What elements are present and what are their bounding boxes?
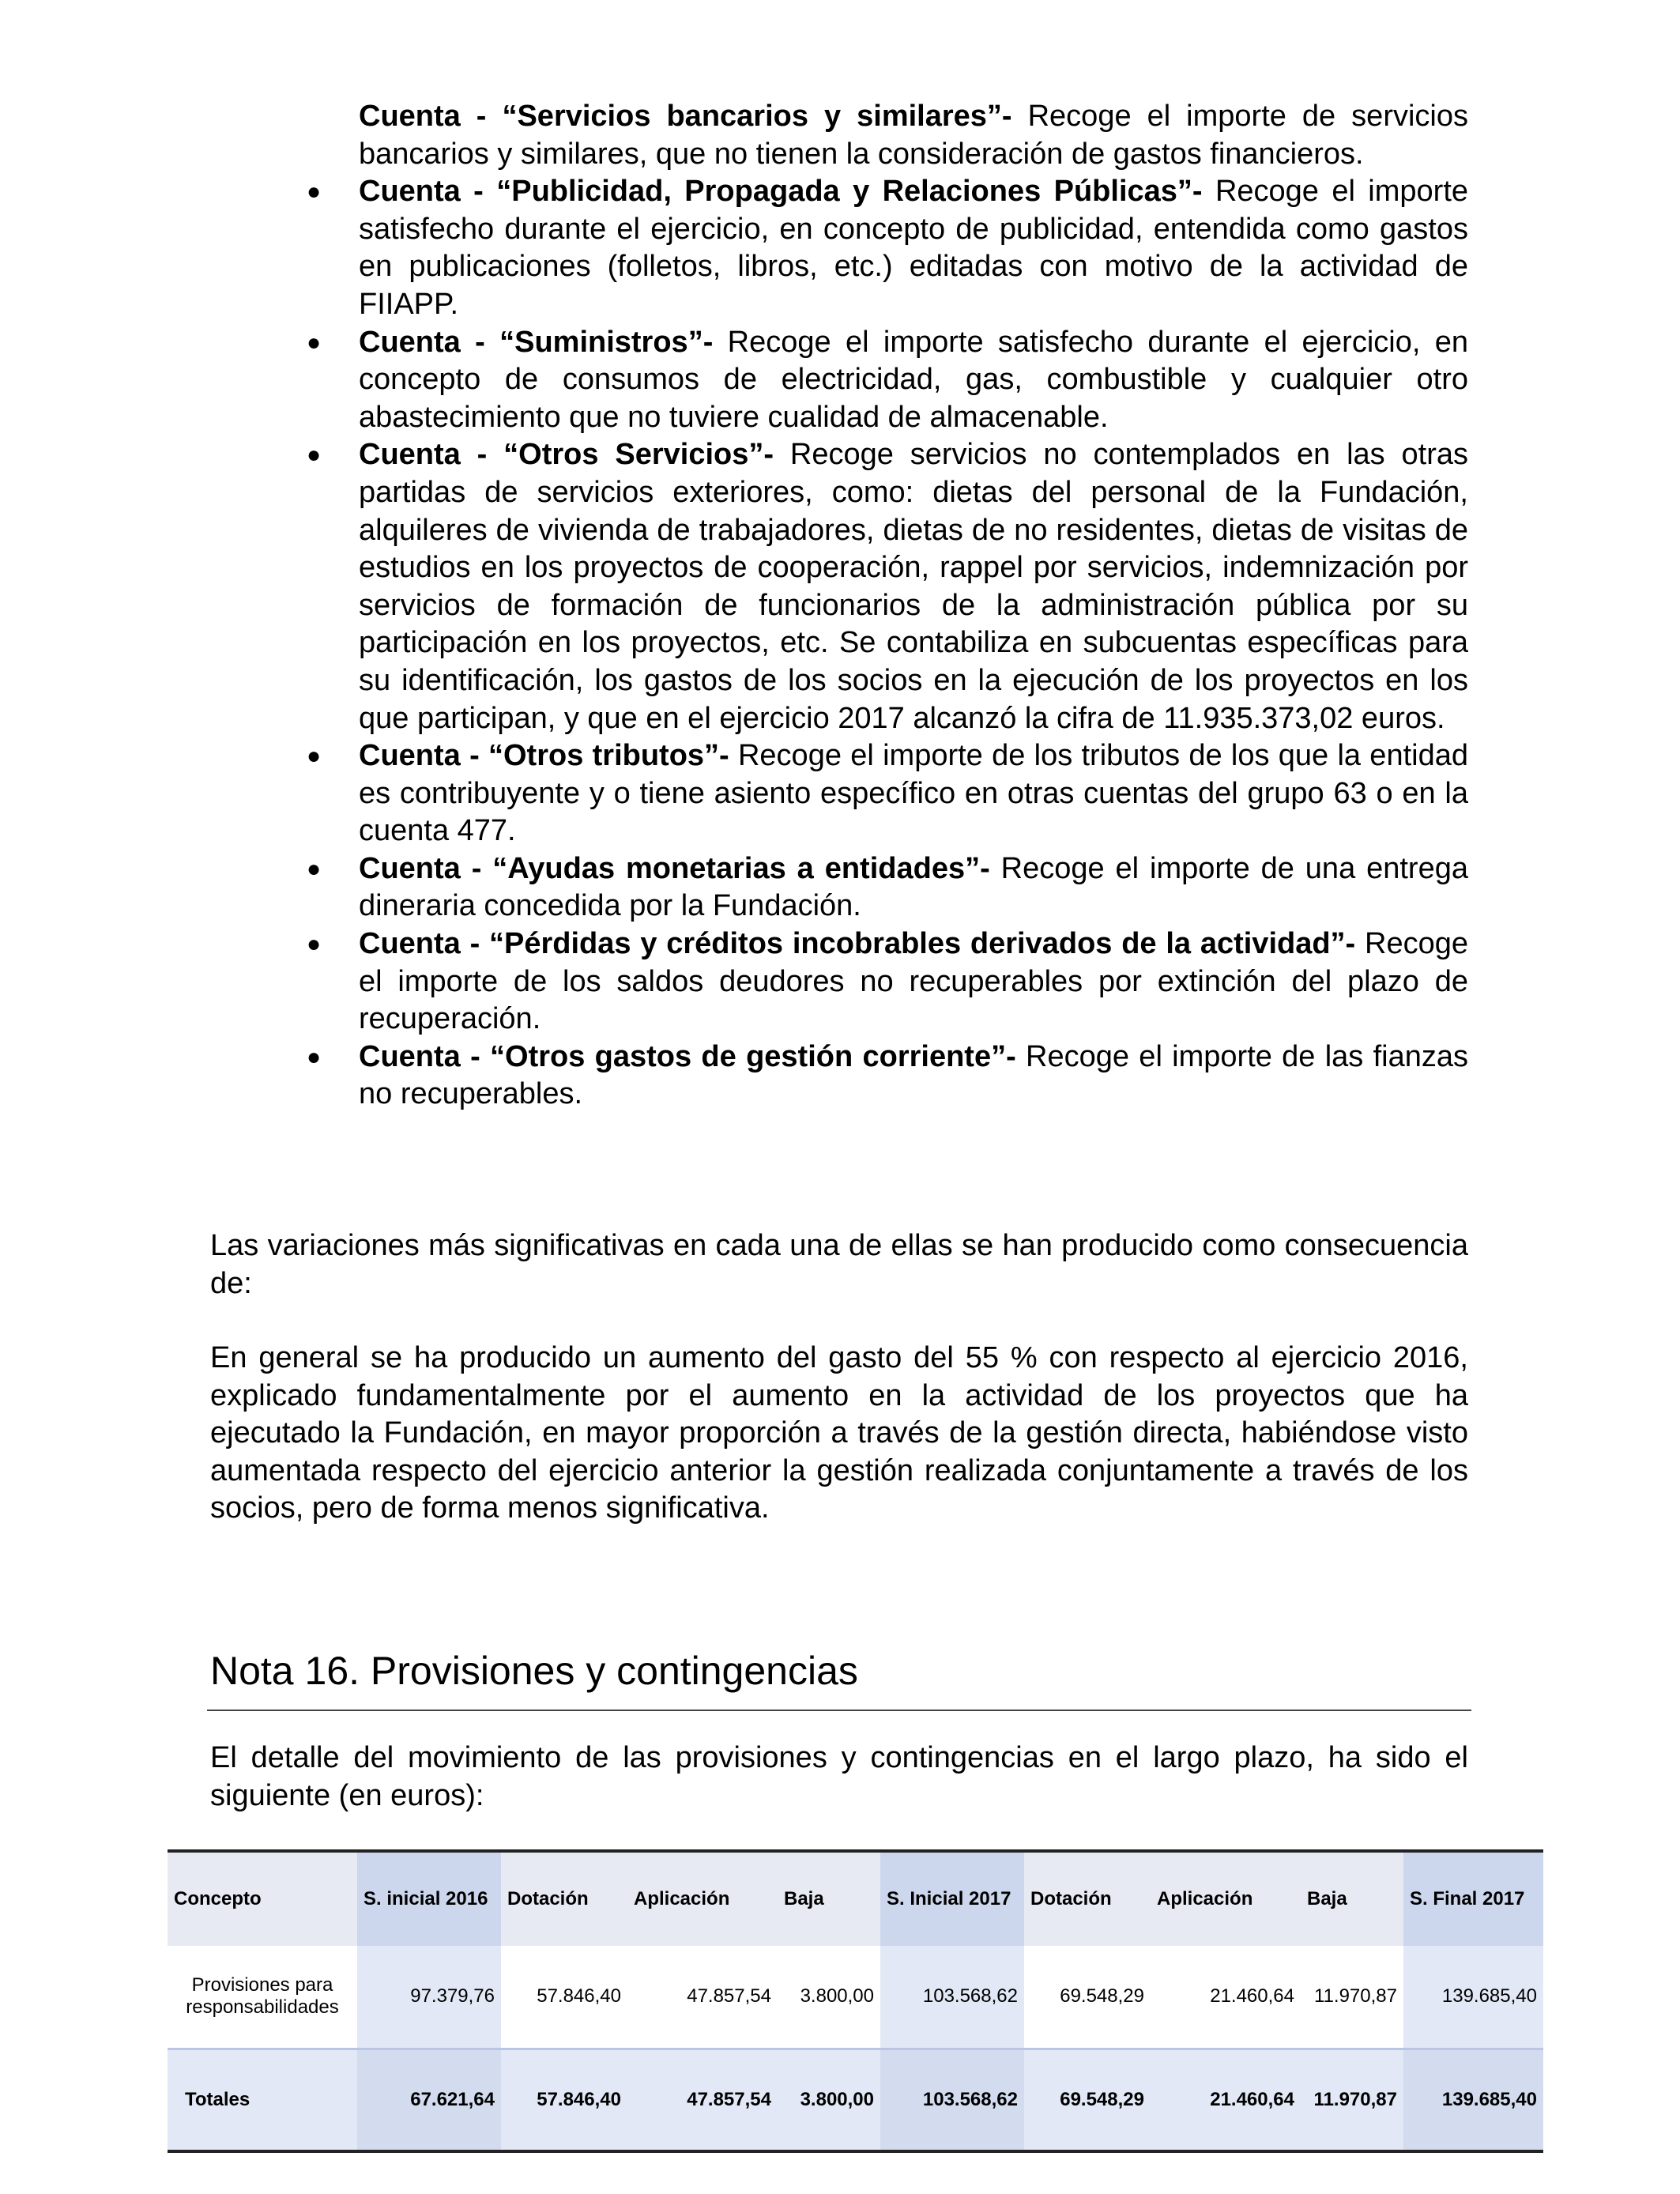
account-bullet-list <box>307 98 1469 1114</box>
table-cell: 21.460,64 <box>1210 1985 1294 2007</box>
bullet-icon: ● <box>307 743 322 770</box>
totals-row <box>168 2049 1543 2151</box>
bullet-item <box>307 850 1468 925</box>
totals-cell: 103.568,62 <box>880 2049 1024 2151</box>
section-intro: El detalle del movimiento de las provisiones y contingencias en el largo plazo, ha sido el siguiente (en euros): <box>210 1741 1468 1812</box>
bullet-text: Recoge el importe satisfecho durante el ejercicio, en concepto de consumos de electricidad, gas, combustible y cualquier otro abastecimiento que no tuviere cualidad de almacenable. <box>359 325 1469 434</box>
table-cell: 3.800,00 <box>800 1985 874 2007</box>
totals-cell: 11.970,87 <box>1301 2049 1403 2151</box>
totals-cell: 139.685,40 <box>1403 2049 1543 2151</box>
heading-rule <box>207 1710 1471 1711</box>
bullet-text: Recoge el importe de los saldos deudores no recuperables por extinción del plazo de recuperación. <box>359 927 1468 1036</box>
general-paragraph: En general se ha producido un aumento del gasto del 55 % con respecto al ejercicio 2016, explicado fundamentalmente por el aumento en la actividad de los proyectos que ha ejecutado la Fundación, en mayor proporción a través de la gestión directa, habiéndose visto aumentada respecto del ejercicio anterior la gestión realizada conjuntamente a través de los socios, pero de forma menos significativa. <box>210 1341 1468 1525</box>
bullet-text: Recoge el importe de una entrega dineraria concedida por la Fundación. <box>359 851 1468 923</box>
table-row <box>168 1946 1543 2049</box>
totals-cell: 47.857,54 <box>627 2049 778 2151</box>
bullet-item <box>307 1039 1469 1114</box>
section-heading: Nota 16. Provisiones y contingencias <box>210 1649 858 1693</box>
table-cell: 139.685,40 <box>1403 1946 1543 2049</box>
col-header-aplicacion: Aplicación <box>1151 1851 1301 1946</box>
bullet-icon: ● <box>307 442 322 469</box>
table-cell: 103.568,62 <box>880 1946 1024 2049</box>
bullet-icon: ● <box>307 931 322 958</box>
table-cell: 57.846,40 <box>537 1985 621 2007</box>
totals-cell: 67.621,64 <box>357 2049 501 2151</box>
bullet-title: Cuenta - “Otros gastos de gestión corriente”- <box>359 1039 1016 1073</box>
bullet-title: Cuenta - “Pérdidas y créditos incobrables derivados de la actividad”- <box>359 927 1356 961</box>
col-header-aplicacion: Aplicación <box>627 1851 778 1946</box>
bullet-icon: ● <box>307 1043 322 1070</box>
bullet-title: Cuenta - “Otros tributos”- <box>359 739 729 773</box>
variaciones-paragraph: Las variaciones más significativas en cada una de ellas se han producido como consecuencia de: <box>210 1229 1468 1300</box>
bullet-title: Cuenta - “Ayudas monetarias a entidades”- <box>359 851 990 885</box>
bullet-icon: ● <box>307 855 322 882</box>
totals-cell: 69.548,29 <box>1024 2049 1151 2151</box>
bullet-title: Cuenta - “Otros Servicios”- <box>359 438 774 472</box>
bullet-text: Recoge el importe satisfecho durante el ejercicio, en concepto de publicidad, entendida como gastos en publicaciones (folletos, libros, etc.) editadas con motivo de la actividad de FIIAPP. <box>359 175 1469 321</box>
bullet-icon: ● <box>307 179 322 205</box>
bullet-item <box>307 436 1468 737</box>
totals-cell: 21.460,64 <box>1151 2049 1301 2151</box>
col-header-s-inicial-2017: S. Inicial 2017 <box>880 1851 1024 1946</box>
col-header-s-final-2017: S. Final 2017 <box>1403 1851 1543 1946</box>
bullet-text: Recoge el importe de servicios bancarios y similares, que no tienen la consideración de gastos financieros. <box>359 100 1468 171</box>
totals-label: Totales <box>168 2049 357 2151</box>
bullet-text: Recoge el importe de los tributos de los que la entidad es contribuyente y o tiene asiento específico en otras cuentas del grupo 63 o en la cuenta 477. <box>359 739 1468 848</box>
table-cell: 47.857,54 <box>687 1985 771 2007</box>
bullet-title: Cuenta - “Servicios bancarios y similares”- <box>359 100 1012 133</box>
bullet-item <box>307 173 1469 323</box>
bullet-title: Cuenta - “Suministros”- <box>359 325 714 359</box>
provisions-table <box>168 1849 1543 2153</box>
col-header-baja: Baja <box>1301 1851 1403 1946</box>
col-header-dotacion: Dotación <box>1024 1851 1151 1946</box>
table-cell: 97.379,76 <box>357 1946 501 2049</box>
totals-cell: 57.846,40 <box>501 2049 627 2151</box>
totals-cell: 3.800,00 <box>778 2049 880 2151</box>
bullet-item <box>307 925 1468 1039</box>
bullet-icon: ● <box>307 329 322 356</box>
table-cell: 11.970,87 <box>1314 1985 1397 2007</box>
bullet-text: Recoge servicios no contemplados en las otras partidas de servicios exteriores, como: dietas del personal de la Fundación, alquileres de vivienda de trabajadores, dietas de no residentes, dietas de visitas de estudios en los proyectos de cooperación, rappel por servicios, indemnización por servicios de formación de funcionarios de la administración pública por su participación en los proyectos, etc. Se contabiliza en subcuentas específicas para su identificación, los gastos de los socios en la ejecución de los proyectos en los que participan, y que en el ejercicio 2017 alcanzó la cifra de 11.935.373,02 euros. <box>359 438 1468 735</box>
col-header-baja: Baja <box>778 1851 880 1946</box>
col-header-s-inicial-2016: S. inicial 2016 <box>357 1851 501 1946</box>
table-header-row <box>168 1851 1543 1946</box>
row-concept: Provisiones para responsabilidades <box>186 1974 339 2019</box>
bullet-title: Cuenta - “Publicidad, Propagada y Relaciones Públicas”- <box>359 175 1203 209</box>
bullet-item <box>359 98 1468 173</box>
col-header-concepto: Concepto <box>168 1851 357 1946</box>
col-header-dotacion: Dotación <box>501 1851 627 1946</box>
bullet-text: Recoge el importe de las fianzas no recuperables. <box>359 1039 1469 1111</box>
bullet-item <box>307 324 1469 437</box>
table-cell: 69.548,29 <box>1060 1985 1144 2007</box>
bullet-item <box>307 737 1468 850</box>
